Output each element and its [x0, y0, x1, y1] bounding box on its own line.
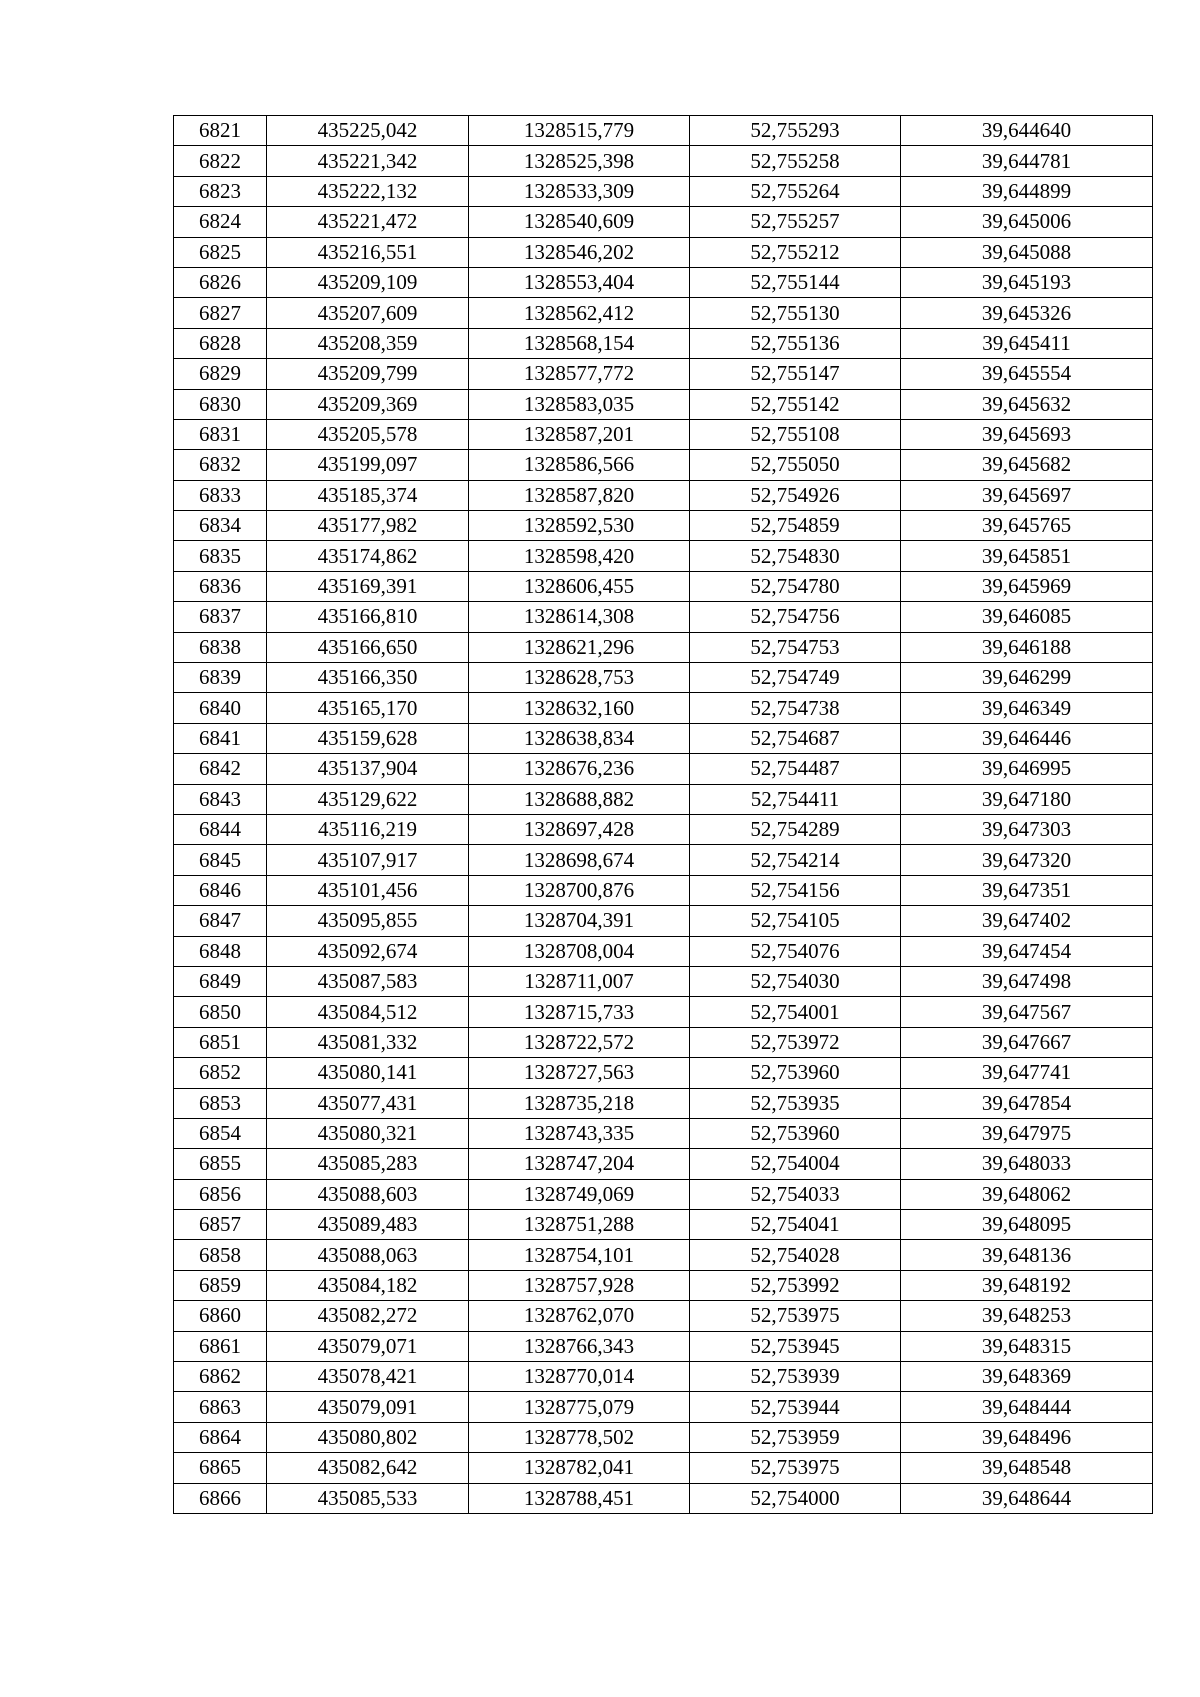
- point-number-cell: 6832: [174, 450, 267, 480]
- point-number-cell: 6829: [174, 359, 267, 389]
- y-coordinate-cell: 1328727,563: [469, 1058, 690, 1088]
- latitude-cell: 52,755130: [690, 298, 901, 328]
- latitude-cell: 52,754687: [690, 723, 901, 753]
- longitude-cell: 39,648253: [901, 1301, 1153, 1331]
- table-row: [174, 116, 1153, 146]
- latitude-cell: 52,754830: [690, 541, 901, 571]
- y-coordinate-cell: 1328698,674: [469, 845, 690, 875]
- x-coordinate-cell: 435199,097: [267, 450, 469, 480]
- table-row: [174, 966, 1153, 996]
- x-coordinate-cell: 435177,982: [267, 511, 469, 541]
- longitude-cell: 39,647667: [901, 1027, 1153, 1057]
- latitude-cell: 52,753939: [690, 1362, 901, 1392]
- y-coordinate-cell: 1328546,202: [469, 237, 690, 267]
- y-coordinate-cell: 1328583,035: [469, 389, 690, 419]
- x-coordinate-cell: 435084,512: [267, 997, 469, 1027]
- longitude-cell: 39,646349: [901, 693, 1153, 723]
- longitude-cell: 39,647975: [901, 1118, 1153, 1148]
- y-coordinate-cell: 1328632,160: [469, 693, 690, 723]
- y-coordinate-cell: 1328762,070: [469, 1301, 690, 1331]
- x-coordinate-cell: 435079,091: [267, 1392, 469, 1422]
- x-coordinate-cell: 435159,628: [267, 723, 469, 753]
- point-number-cell: 6821: [174, 116, 267, 146]
- table-row: [174, 602, 1153, 632]
- longitude-cell: 39,648548: [901, 1453, 1153, 1483]
- longitude-cell: 39,645326: [901, 298, 1153, 328]
- longitude-cell: 39,648496: [901, 1422, 1153, 1452]
- longitude-cell: 39,645693: [901, 419, 1153, 449]
- y-coordinate-cell: 1328751,288: [469, 1210, 690, 1240]
- latitude-cell: 52,754033: [690, 1179, 901, 1209]
- table-row: [174, 1453, 1153, 1483]
- longitude-cell: 39,645851: [901, 541, 1153, 571]
- y-coordinate-cell: 1328688,882: [469, 784, 690, 814]
- table-row: [174, 1240, 1153, 1270]
- table-row: [174, 875, 1153, 905]
- x-coordinate-cell: 435089,483: [267, 1210, 469, 1240]
- point-number-cell: 6851: [174, 1027, 267, 1057]
- longitude-cell: 39,648062: [901, 1179, 1153, 1209]
- longitude-cell: 39,646995: [901, 754, 1153, 784]
- table-row: [174, 754, 1153, 784]
- y-coordinate-cell: 1328525,398: [469, 146, 690, 176]
- point-number-cell: 6839: [174, 663, 267, 693]
- x-coordinate-cell: 435095,855: [267, 906, 469, 936]
- latitude-cell: 52,753945: [690, 1331, 901, 1361]
- y-coordinate-cell: 1328562,412: [469, 298, 690, 328]
- table-row: [174, 359, 1153, 389]
- longitude-cell: 39,647320: [901, 845, 1153, 875]
- y-coordinate-cell: 1328775,079: [469, 1392, 690, 1422]
- x-coordinate-cell: 435087,583: [267, 966, 469, 996]
- point-number-cell: 6853: [174, 1088, 267, 1118]
- y-coordinate-cell: 1328515,779: [469, 116, 690, 146]
- x-coordinate-cell: 435092,674: [267, 936, 469, 966]
- x-coordinate-cell: 435085,533: [267, 1483, 469, 1513]
- point-number-cell: 6863: [174, 1392, 267, 1422]
- longitude-cell: 39,648136: [901, 1240, 1153, 1270]
- point-number-cell: 6852: [174, 1058, 267, 1088]
- x-coordinate-cell: 435166,650: [267, 632, 469, 662]
- y-coordinate-cell: 1328754,101: [469, 1240, 690, 1270]
- point-number-cell: 6864: [174, 1422, 267, 1452]
- table-row: [174, 237, 1153, 267]
- y-coordinate-cell: 1328743,335: [469, 1118, 690, 1148]
- x-coordinate-cell: 435174,862: [267, 541, 469, 571]
- y-coordinate-cell: 1328587,201: [469, 419, 690, 449]
- table-row: [174, 1088, 1153, 1118]
- x-coordinate-cell: 435166,350: [267, 663, 469, 693]
- table-row: [174, 419, 1153, 449]
- point-number-cell: 6846: [174, 875, 267, 905]
- table-row: [174, 1392, 1153, 1422]
- latitude-cell: 52,754028: [690, 1240, 901, 1270]
- point-number-cell: 6828: [174, 328, 267, 358]
- y-coordinate-cell: 1328614,308: [469, 602, 690, 632]
- point-number-cell: 6841: [174, 723, 267, 753]
- coordinates-table: [173, 115, 1153, 1514]
- x-coordinate-cell: 435084,182: [267, 1270, 469, 1300]
- point-number-cell: 6844: [174, 814, 267, 844]
- table-row: [174, 632, 1153, 662]
- y-coordinate-cell: 1328606,455: [469, 571, 690, 601]
- point-number-cell: 6842: [174, 754, 267, 784]
- x-coordinate-cell: 435222,132: [267, 176, 469, 206]
- longitude-cell: 39,644899: [901, 176, 1153, 206]
- latitude-cell: 52,753960: [690, 1058, 901, 1088]
- latitude-cell: 52,754780: [690, 571, 901, 601]
- y-coordinate-cell: 1328749,069: [469, 1179, 690, 1209]
- longitude-cell: 39,646446: [901, 723, 1153, 753]
- y-coordinate-cell: 1328638,834: [469, 723, 690, 753]
- x-coordinate-cell: 435129,622: [267, 784, 469, 814]
- latitude-cell: 52,755136: [690, 328, 901, 358]
- y-coordinate-cell: 1328704,391: [469, 906, 690, 936]
- latitude-cell: 52,755264: [690, 176, 901, 206]
- x-coordinate-cell: 435085,283: [267, 1149, 469, 1179]
- point-number-cell: 6838: [174, 632, 267, 662]
- point-number-cell: 6862: [174, 1362, 267, 1392]
- table-row: [174, 1149, 1153, 1179]
- latitude-cell: 52,755108: [690, 419, 901, 449]
- latitude-cell: 52,754004: [690, 1149, 901, 1179]
- latitude-cell: 52,755142: [690, 389, 901, 419]
- longitude-cell: 39,645765: [901, 511, 1153, 541]
- point-number-cell: 6847: [174, 906, 267, 936]
- longitude-cell: 39,648644: [901, 1483, 1153, 1513]
- table-row: [174, 1179, 1153, 1209]
- latitude-cell: 52,754214: [690, 845, 901, 875]
- longitude-cell: 39,647854: [901, 1088, 1153, 1118]
- table-row: [174, 723, 1153, 753]
- table-row: [174, 1301, 1153, 1331]
- y-coordinate-cell: 1328587,820: [469, 480, 690, 510]
- point-number-cell: 6859: [174, 1270, 267, 1300]
- table-row: [174, 480, 1153, 510]
- table-row: [174, 298, 1153, 328]
- latitude-cell: 52,753992: [690, 1270, 901, 1300]
- longitude-cell: 39,647567: [901, 997, 1153, 1027]
- point-number-cell: 6866: [174, 1483, 267, 1513]
- point-number-cell: 6855: [174, 1149, 267, 1179]
- table-row: [174, 541, 1153, 571]
- longitude-cell: 39,646299: [901, 663, 1153, 693]
- table-row: [174, 663, 1153, 693]
- y-coordinate-cell: 1328598,420: [469, 541, 690, 571]
- longitude-cell: 39,645682: [901, 450, 1153, 480]
- latitude-cell: 52,753960: [690, 1118, 901, 1148]
- latitude-cell: 52,753959: [690, 1422, 901, 1452]
- table-row: [174, 1270, 1153, 1300]
- table-row: [174, 267, 1153, 297]
- table-row: [174, 1058, 1153, 1088]
- point-number-cell: 6840: [174, 693, 267, 723]
- latitude-cell: 52,754000: [690, 1483, 901, 1513]
- longitude-cell: 39,648095: [901, 1210, 1153, 1240]
- point-number-cell: 6837: [174, 602, 267, 632]
- point-number-cell: 6834: [174, 511, 267, 541]
- point-number-cell: 6865: [174, 1453, 267, 1483]
- x-coordinate-cell: 435207,609: [267, 298, 469, 328]
- longitude-cell: 39,645697: [901, 480, 1153, 510]
- longitude-cell: 39,646188: [901, 632, 1153, 662]
- point-number-cell: 6854: [174, 1118, 267, 1148]
- latitude-cell: 52,754926: [690, 480, 901, 510]
- latitude-cell: 52,754487: [690, 754, 901, 784]
- x-coordinate-cell: 435165,170: [267, 693, 469, 723]
- point-number-cell: 6858: [174, 1240, 267, 1270]
- longitude-cell: 39,644640: [901, 116, 1153, 146]
- y-coordinate-cell: 1328708,004: [469, 936, 690, 966]
- x-coordinate-cell: 435101,456: [267, 875, 469, 905]
- y-coordinate-cell: 1328592,530: [469, 511, 690, 541]
- x-coordinate-cell: 435209,369: [267, 389, 469, 419]
- point-number-cell: 6831: [174, 419, 267, 449]
- table-row: [174, 146, 1153, 176]
- point-number-cell: 6856: [174, 1179, 267, 1209]
- longitude-cell: 39,645088: [901, 237, 1153, 267]
- y-coordinate-cell: 1328711,007: [469, 966, 690, 996]
- point-number-cell: 6826: [174, 267, 267, 297]
- table-row: [174, 1027, 1153, 1057]
- table-row: [174, 1118, 1153, 1148]
- point-number-cell: 6861: [174, 1331, 267, 1361]
- x-coordinate-cell: 435082,642: [267, 1453, 469, 1483]
- x-coordinate-cell: 435209,109: [267, 267, 469, 297]
- latitude-cell: 52,755147: [690, 359, 901, 389]
- x-coordinate-cell: 435088,603: [267, 1179, 469, 1209]
- point-number-cell: 6833: [174, 480, 267, 510]
- point-number-cell: 6823: [174, 176, 267, 206]
- point-number-cell: 6824: [174, 207, 267, 237]
- point-number-cell: 6822: [174, 146, 267, 176]
- x-coordinate-cell: 435185,374: [267, 480, 469, 510]
- x-coordinate-cell: 435221,342: [267, 146, 469, 176]
- latitude-cell: 52,755212: [690, 237, 901, 267]
- point-number-cell: 6835: [174, 541, 267, 571]
- latitude-cell: 52,754041: [690, 1210, 901, 1240]
- y-coordinate-cell: 1328770,014: [469, 1362, 690, 1392]
- longitude-cell: 39,647498: [901, 966, 1153, 996]
- table-row: [174, 1422, 1153, 1452]
- point-number-cell: 6825: [174, 237, 267, 267]
- x-coordinate-cell: 435077,431: [267, 1088, 469, 1118]
- latitude-cell: 52,755050: [690, 450, 901, 480]
- x-coordinate-cell: 435107,917: [267, 845, 469, 875]
- point-number-cell: 6857: [174, 1210, 267, 1240]
- longitude-cell: 39,646085: [901, 602, 1153, 632]
- x-coordinate-cell: 435079,071: [267, 1331, 469, 1361]
- y-coordinate-cell: 1328568,154: [469, 328, 690, 358]
- y-coordinate-cell: 1328766,343: [469, 1331, 690, 1361]
- longitude-cell: 39,647180: [901, 784, 1153, 814]
- longitude-cell: 39,645411: [901, 328, 1153, 358]
- latitude-cell: 52,754030: [690, 966, 901, 996]
- x-coordinate-cell: 435205,578: [267, 419, 469, 449]
- latitude-cell: 52,754749: [690, 663, 901, 693]
- latitude-cell: 52,755293: [690, 116, 901, 146]
- longitude-cell: 39,648192: [901, 1270, 1153, 1300]
- point-number-cell: 6860: [174, 1301, 267, 1331]
- longitude-cell: 39,648369: [901, 1362, 1153, 1392]
- x-coordinate-cell: 435208,359: [267, 328, 469, 358]
- longitude-cell: 39,648315: [901, 1331, 1153, 1361]
- table-row: [174, 450, 1153, 480]
- point-number-cell: 6843: [174, 784, 267, 814]
- latitude-cell: 52,753972: [690, 1027, 901, 1057]
- latitude-cell: 52,755144: [690, 267, 901, 297]
- point-number-cell: 6827: [174, 298, 267, 328]
- latitude-cell: 52,753944: [690, 1392, 901, 1422]
- longitude-cell: 39,645006: [901, 207, 1153, 237]
- latitude-cell: 52,755257: [690, 207, 901, 237]
- coordinates-table-body: [174, 116, 1153, 1514]
- longitude-cell: 39,648033: [901, 1149, 1153, 1179]
- x-coordinate-cell: 435080,141: [267, 1058, 469, 1088]
- y-coordinate-cell: 1328788,451: [469, 1483, 690, 1513]
- y-coordinate-cell: 1328676,236: [469, 754, 690, 784]
- y-coordinate-cell: 1328577,772: [469, 359, 690, 389]
- latitude-cell: 52,753975: [690, 1453, 901, 1483]
- x-coordinate-cell: 435209,799: [267, 359, 469, 389]
- table-row: [174, 906, 1153, 936]
- table-row: [174, 1483, 1153, 1513]
- x-coordinate-cell: 435216,551: [267, 237, 469, 267]
- table-row: [174, 1210, 1153, 1240]
- y-coordinate-cell: 1328722,572: [469, 1027, 690, 1057]
- longitude-cell: 39,647402: [901, 906, 1153, 936]
- latitude-cell: 52,754001: [690, 997, 901, 1027]
- y-coordinate-cell: 1328553,404: [469, 267, 690, 297]
- x-coordinate-cell: 435116,219: [267, 814, 469, 844]
- x-coordinate-cell: 435078,421: [267, 1362, 469, 1392]
- latitude-cell: 52,754105: [690, 906, 901, 936]
- latitude-cell: 52,755258: [690, 146, 901, 176]
- table-row: [174, 845, 1153, 875]
- y-coordinate-cell: 1328540,609: [469, 207, 690, 237]
- y-coordinate-cell: 1328778,502: [469, 1422, 690, 1452]
- y-coordinate-cell: 1328628,753: [469, 663, 690, 693]
- y-coordinate-cell: 1328700,876: [469, 875, 690, 905]
- point-number-cell: 6850: [174, 997, 267, 1027]
- table-row: [174, 328, 1153, 358]
- latitude-cell: 52,754738: [690, 693, 901, 723]
- y-coordinate-cell: 1328757,928: [469, 1270, 690, 1300]
- longitude-cell: 39,647351: [901, 875, 1153, 905]
- x-coordinate-cell: 435080,321: [267, 1118, 469, 1148]
- longitude-cell: 39,645969: [901, 571, 1153, 601]
- longitude-cell: 39,645193: [901, 267, 1153, 297]
- x-coordinate-cell: 435225,042: [267, 116, 469, 146]
- point-number-cell: 6849: [174, 966, 267, 996]
- x-coordinate-cell: 435221,472: [267, 207, 469, 237]
- y-coordinate-cell: 1328782,041: [469, 1453, 690, 1483]
- x-coordinate-cell: 435169,391: [267, 571, 469, 601]
- table-row: [174, 511, 1153, 541]
- table-row: [174, 997, 1153, 1027]
- longitude-cell: 39,647741: [901, 1058, 1153, 1088]
- longitude-cell: 39,647454: [901, 936, 1153, 966]
- longitude-cell: 39,647303: [901, 814, 1153, 844]
- table-row: [174, 207, 1153, 237]
- latitude-cell: 52,754859: [690, 511, 901, 541]
- latitude-cell: 52,754156: [690, 875, 901, 905]
- longitude-cell: 39,645554: [901, 359, 1153, 389]
- x-coordinate-cell: 435088,063: [267, 1240, 469, 1270]
- table-row: [174, 814, 1153, 844]
- latitude-cell: 52,753975: [690, 1301, 901, 1331]
- y-coordinate-cell: 1328747,204: [469, 1149, 690, 1179]
- longitude-cell: 39,644781: [901, 146, 1153, 176]
- point-number-cell: 6845: [174, 845, 267, 875]
- x-coordinate-cell: 435082,272: [267, 1301, 469, 1331]
- point-number-cell: 6848: [174, 936, 267, 966]
- table-row: [174, 936, 1153, 966]
- table-row: [174, 1362, 1153, 1392]
- x-coordinate-cell: 435081,332: [267, 1027, 469, 1057]
- x-coordinate-cell: 435137,904: [267, 754, 469, 784]
- table-row: [174, 571, 1153, 601]
- table-row: [174, 176, 1153, 206]
- longitude-cell: 39,645632: [901, 389, 1153, 419]
- table-row: [174, 1331, 1153, 1361]
- y-coordinate-cell: 1328697,428: [469, 814, 690, 844]
- point-number-cell: 6830: [174, 389, 267, 419]
- longitude-cell: 39,648444: [901, 1392, 1153, 1422]
- x-coordinate-cell: 435166,810: [267, 602, 469, 632]
- y-coordinate-cell: 1328715,733: [469, 997, 690, 1027]
- y-coordinate-cell: 1328586,566: [469, 450, 690, 480]
- table-row: [174, 693, 1153, 723]
- latitude-cell: 52,754076: [690, 936, 901, 966]
- latitude-cell: 52,754411: [690, 784, 901, 814]
- table-row: [174, 784, 1153, 814]
- table-row: [174, 389, 1153, 419]
- y-coordinate-cell: 1328735,218: [469, 1088, 690, 1118]
- point-number-cell: 6836: [174, 571, 267, 601]
- latitude-cell: 52,754289: [690, 814, 901, 844]
- y-coordinate-cell: 1328621,296: [469, 632, 690, 662]
- latitude-cell: 52,753935: [690, 1088, 901, 1118]
- x-coordinate-cell: 435080,802: [267, 1422, 469, 1452]
- latitude-cell: 52,754753: [690, 632, 901, 662]
- y-coordinate-cell: 1328533,309: [469, 176, 690, 206]
- latitude-cell: 52,754756: [690, 602, 901, 632]
